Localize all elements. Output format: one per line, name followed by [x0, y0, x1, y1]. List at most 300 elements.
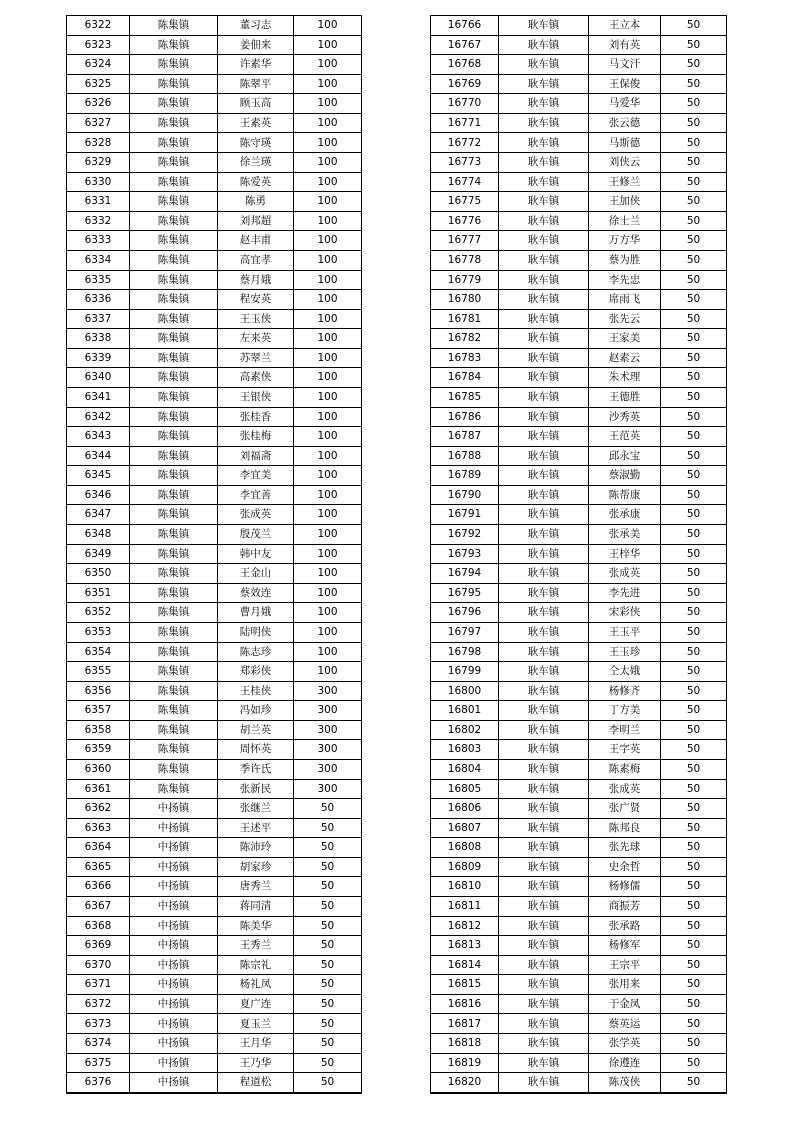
person-name-cell: 王玉珍: [589, 642, 661, 662]
row-number-cell: 6333: [67, 231, 130, 251]
town-name-cell: 耿车镇: [499, 329, 589, 349]
town-name-cell: 陈集镇: [130, 564, 218, 584]
table-row: [67, 133, 362, 153]
table-row: [431, 427, 727, 447]
person-name-cell: 高宜孝: [218, 250, 294, 270]
person-name-cell: 陈翠平: [218, 74, 294, 94]
person-name-cell: 刘侠云: [589, 153, 661, 173]
table-row: [431, 701, 727, 721]
town-name-cell: 耿车镇: [499, 544, 589, 564]
amount-cell: 50: [661, 936, 727, 956]
person-name-cell: 蔡为胜: [589, 250, 661, 270]
table-row: [67, 35, 362, 55]
town-name-cell: 耿车镇: [499, 485, 589, 505]
amount-cell: 100: [294, 94, 362, 114]
row-number-cell: 16789: [431, 466, 499, 486]
person-name-cell: 王范英: [589, 427, 661, 447]
person-name-cell: 张承康: [589, 505, 661, 525]
row-number-cell: 16769: [431, 74, 499, 94]
amount-cell: 50: [661, 290, 727, 310]
row-number-cell: 16770: [431, 94, 499, 114]
row-number-cell: 16779: [431, 270, 499, 290]
person-name-cell: 郑彩侠: [218, 662, 294, 682]
amount-cell: 50: [661, 877, 727, 897]
table-row: [67, 348, 362, 368]
row-number-cell: 16778: [431, 250, 499, 270]
row-number-cell: 6359: [67, 740, 130, 760]
amount-cell: 50: [661, 681, 727, 701]
table-row: [431, 55, 727, 75]
person-name-cell: 王修兰: [589, 172, 661, 192]
amount-cell: 100: [294, 329, 362, 349]
person-name-cell: 张成英: [218, 505, 294, 525]
person-name-cell: 王加侠: [589, 192, 661, 212]
amount-cell: 50: [294, 916, 362, 936]
amount-cell: 50: [294, 1014, 362, 1034]
row-number-cell: 6353: [67, 622, 130, 642]
table-row: [431, 133, 727, 153]
town-name-cell: 陈集镇: [130, 466, 218, 486]
person-name-cell: 殷茂兰: [218, 525, 294, 545]
table-row: [431, 270, 727, 290]
table-row: [431, 564, 727, 584]
row-number-cell: 6329: [67, 153, 130, 173]
table-row: [67, 759, 362, 779]
town-name-cell: 耿车镇: [499, 407, 589, 427]
amount-cell: 50: [661, 759, 727, 779]
person-name-cell: 蔡效连: [218, 583, 294, 603]
table-row: [67, 701, 362, 721]
table-row: [431, 290, 727, 310]
row-number-cell: 6328: [67, 133, 130, 153]
person-name-cell: 刘邦超: [218, 211, 294, 231]
table-row: [431, 916, 727, 936]
person-name-cell: 曹月娥: [218, 603, 294, 623]
town-name-cell: 耿车镇: [499, 1034, 589, 1054]
town-name-cell: 陈集镇: [130, 701, 218, 721]
table-row: [67, 466, 362, 486]
amount-cell: 50: [294, 994, 362, 1014]
town-name-cell: 耿车镇: [499, 211, 589, 231]
table-row: [431, 1053, 727, 1073]
amount-cell: 300: [294, 779, 362, 799]
amount-cell: 50: [661, 779, 727, 799]
amount-cell: 50: [661, 740, 727, 760]
person-name-cell: 万方华: [589, 231, 661, 251]
person-name-cell: 高素侠: [218, 368, 294, 388]
person-name-cell: 张继兰: [218, 799, 294, 819]
table-row: [67, 172, 362, 192]
table-row: [67, 153, 362, 173]
person-name-cell: 张桂香: [218, 407, 294, 427]
amount-cell: 50: [661, 662, 727, 682]
row-number-cell: 16790: [431, 485, 499, 505]
row-number-cell: 6322: [67, 16, 130, 36]
town-name-cell: 中扬镇: [130, 955, 218, 975]
table-row: [67, 1014, 362, 1034]
town-name-cell: 耿车镇: [499, 955, 589, 975]
town-name-cell: 耿车镇: [499, 838, 589, 858]
person-name-cell: 赵丰甫: [218, 231, 294, 251]
amount-cell: 100: [294, 55, 362, 75]
person-name-cell: 王玉平: [589, 622, 661, 642]
amount-cell: 50: [661, 838, 727, 858]
town-name-cell: 陈集镇: [130, 407, 218, 427]
amount-cell: 300: [294, 740, 362, 760]
town-name-cell: 耿车镇: [499, 133, 589, 153]
amount-cell: 50: [661, 544, 727, 564]
town-name-cell: 陈集镇: [130, 329, 218, 349]
row-number-cell: 6345: [67, 466, 130, 486]
person-name-cell: 张成英: [589, 564, 661, 584]
town-name-cell: 陈集镇: [130, 642, 218, 662]
row-number-cell: 6371: [67, 975, 130, 995]
row-number-cell: 16816: [431, 994, 499, 1014]
town-name-cell: 中扬镇: [130, 818, 218, 838]
row-number-cell: 6361: [67, 779, 130, 799]
table-row: [67, 681, 362, 701]
town-name-cell: 陈集镇: [130, 250, 218, 270]
person-name-cell: 张用来: [589, 975, 661, 995]
row-number-cell: 16775: [431, 192, 499, 212]
town-name-cell: 耿车镇: [499, 857, 589, 877]
person-name-cell: 刘有英: [589, 35, 661, 55]
table-row: [67, 720, 362, 740]
table-row: [67, 857, 362, 877]
person-name-cell: 史余哲: [589, 857, 661, 877]
row-number-cell: 16792: [431, 525, 499, 545]
amount-cell: 50: [294, 1053, 362, 1073]
table-row: [431, 368, 727, 388]
amount-cell: 50: [661, 564, 727, 584]
person-name-cell: 陈美华: [218, 916, 294, 936]
table-row: [67, 603, 362, 623]
amount-cell: 50: [661, 897, 727, 917]
amount-cell: 50: [661, 466, 727, 486]
table-row: [67, 446, 362, 466]
row-number-cell: 16800: [431, 681, 499, 701]
town-name-cell: 耿车镇: [499, 564, 589, 584]
row-number-cell: 6349: [67, 544, 130, 564]
town-name-cell: 耿车镇: [499, 309, 589, 329]
person-name-cell: 左来英: [218, 329, 294, 349]
amount-cell: 100: [294, 564, 362, 584]
row-number-cell: 6335: [67, 270, 130, 290]
person-name-cell: 夏玉兰: [218, 1014, 294, 1034]
row-number-cell: 6331: [67, 192, 130, 212]
roster-table-left-body: [67, 16, 362, 1093]
person-name-cell: 张先云: [589, 309, 661, 329]
row-number-cell: 16766: [431, 16, 499, 36]
amount-cell: 300: [294, 720, 362, 740]
person-name-cell: 姜佃来: [218, 35, 294, 55]
person-name-cell: 陈爱英: [218, 172, 294, 192]
row-number-cell: 16795: [431, 583, 499, 603]
row-number-cell: 6352: [67, 603, 130, 623]
table-row: [431, 16, 727, 36]
town-name-cell: 陈集镇: [130, 505, 218, 525]
table-row: [431, 779, 727, 799]
town-name-cell: 陈集镇: [130, 113, 218, 133]
amount-cell: 100: [294, 622, 362, 642]
row-number-cell: 16815: [431, 975, 499, 995]
table-row: [67, 231, 362, 251]
town-name-cell: 陈集镇: [130, 309, 218, 329]
town-name-cell: 陈集镇: [130, 544, 218, 564]
person-name-cell: 王宗平: [589, 955, 661, 975]
town-name-cell: 耿车镇: [499, 446, 589, 466]
row-number-cell: 16806: [431, 799, 499, 819]
amount-cell: 50: [661, 955, 727, 975]
row-number-cell: 16773: [431, 153, 499, 173]
row-number-cell: 6369: [67, 936, 130, 956]
table-row: [67, 1053, 362, 1073]
amount-cell: 50: [661, 113, 727, 133]
amount-cell: 50: [661, 818, 727, 838]
amount-cell: 100: [294, 153, 362, 173]
person-name-cell: 李宜善: [218, 485, 294, 505]
amount-cell: 100: [294, 603, 362, 623]
town-name-cell: 耿车镇: [499, 387, 589, 407]
table-row: [431, 936, 727, 956]
amount-cell: 50: [661, 994, 727, 1014]
person-name-cell: 杨修齐: [589, 681, 661, 701]
town-name-cell: 陈集镇: [130, 525, 218, 545]
row-number-cell: 16774: [431, 172, 499, 192]
table-row: [67, 740, 362, 760]
town-name-cell: 耿车镇: [499, 55, 589, 75]
person-name-cell: 程道松: [218, 1073, 294, 1093]
row-number-cell: 16807: [431, 818, 499, 838]
table-row: [67, 55, 362, 75]
amount-cell: 50: [294, 818, 362, 838]
row-number-cell: 6343: [67, 427, 130, 447]
amount-cell: 50: [661, 133, 727, 153]
town-name-cell: 陈集镇: [130, 368, 218, 388]
person-name-cell: 陈茂侠: [589, 1073, 661, 1093]
person-name-cell: 蔡英运: [589, 1014, 661, 1034]
table-row: [431, 153, 727, 173]
amount-cell: 100: [294, 387, 362, 407]
row-number-cell: 6367: [67, 897, 130, 917]
table-row: [431, 466, 727, 486]
town-name-cell: 耿车镇: [499, 1014, 589, 1034]
person-name-cell: 王述平: [218, 818, 294, 838]
town-name-cell: 陈集镇: [130, 603, 218, 623]
table-row: [431, 231, 727, 251]
person-name-cell: 邱永宝: [589, 446, 661, 466]
row-number-cell: 6351: [67, 583, 130, 603]
table-row: [67, 309, 362, 329]
amount-cell: 50: [294, 838, 362, 858]
town-name-cell: 陈集镇: [130, 720, 218, 740]
person-name-cell: 王素英: [218, 113, 294, 133]
table-row: [67, 250, 362, 270]
town-name-cell: 中扬镇: [130, 877, 218, 897]
town-name-cell: 耿车镇: [499, 35, 589, 55]
row-number-cell: 16785: [431, 387, 499, 407]
amount-cell: 100: [294, 642, 362, 662]
amount-cell: 100: [294, 270, 362, 290]
table-row: [431, 329, 727, 349]
amount-cell: 50: [661, 720, 727, 740]
amount-cell: 50: [661, 16, 727, 36]
person-name-cell: 韩中友: [218, 544, 294, 564]
town-name-cell: 陈集镇: [130, 153, 218, 173]
amount-cell: 50: [661, 172, 727, 192]
table-row: [67, 94, 362, 114]
table-row: [67, 897, 362, 917]
amount-cell: 50: [661, 583, 727, 603]
table-row: [431, 662, 727, 682]
table-row: [431, 74, 727, 94]
amount-cell: 100: [294, 231, 362, 251]
person-name-cell: 李明兰: [589, 720, 661, 740]
town-name-cell: 耿车镇: [499, 994, 589, 1014]
row-number-cell: 6325: [67, 74, 130, 94]
amount-cell: 50: [661, 348, 727, 368]
town-name-cell: 陈集镇: [130, 192, 218, 212]
town-name-cell: 陈集镇: [130, 348, 218, 368]
person-name-cell: 蒋同清: [218, 897, 294, 917]
table-row: [431, 407, 727, 427]
table-row: [431, 720, 727, 740]
town-name-cell: 耿车镇: [499, 877, 589, 897]
person-name-cell: 许素华: [218, 55, 294, 75]
table-row: [67, 427, 362, 447]
table-row: [431, 799, 727, 819]
table-row: [431, 1034, 727, 1054]
row-number-cell: 6358: [67, 720, 130, 740]
table-row: [67, 1073, 362, 1093]
row-number-cell: 6357: [67, 701, 130, 721]
table-row: [431, 446, 727, 466]
row-number-cell: 16808: [431, 838, 499, 858]
town-name-cell: 陈集镇: [130, 740, 218, 760]
person-name-cell: 宋彩侠: [589, 603, 661, 623]
person-name-cell: 胡家珍: [218, 857, 294, 877]
amount-cell: 50: [661, 525, 727, 545]
table-row: [67, 877, 362, 897]
town-name-cell: 中扬镇: [130, 936, 218, 956]
row-number-cell: 6350: [67, 564, 130, 584]
town-name-cell: 耿车镇: [499, 505, 589, 525]
person-name-cell: 王保俊: [589, 74, 661, 94]
row-number-cell: 16772: [431, 133, 499, 153]
town-name-cell: 耿车镇: [499, 622, 589, 642]
table-row: [67, 525, 362, 545]
table-row: [67, 16, 362, 36]
town-name-cell: 耿车镇: [499, 231, 589, 251]
person-name-cell: 周怀英: [218, 740, 294, 760]
row-number-cell: 16819: [431, 1053, 499, 1073]
row-number-cell: 6326: [67, 94, 130, 114]
row-number-cell: 6370: [67, 955, 130, 975]
amount-cell: 50: [294, 1073, 362, 1093]
town-name-cell: 陈集镇: [130, 133, 218, 153]
amount-cell: 50: [661, 799, 727, 819]
amount-cell: 50: [294, 799, 362, 819]
town-name-cell: 耿车镇: [499, 153, 589, 173]
row-number-cell: 16805: [431, 779, 499, 799]
town-name-cell: 耿车镇: [499, 720, 589, 740]
row-number-cell: 6348: [67, 525, 130, 545]
person-name-cell: 徐兰瑛: [218, 153, 294, 173]
amount-cell: 100: [294, 290, 362, 310]
row-number-cell: 6373: [67, 1014, 130, 1034]
row-number-cell: 16783: [431, 348, 499, 368]
amount-cell: 50: [661, 427, 727, 447]
table-row: [67, 368, 362, 388]
person-name-cell: 商振芳: [589, 897, 661, 917]
amount-cell: 50: [661, 1053, 727, 1073]
town-name-cell: 耿车镇: [499, 975, 589, 995]
person-name-cell: 王乃华: [218, 1053, 294, 1073]
amount-cell: 100: [294, 368, 362, 388]
row-number-cell: 16796: [431, 603, 499, 623]
table-row: [431, 192, 727, 212]
person-name-cell: 王字英: [589, 740, 661, 760]
amount-cell: 50: [661, 35, 727, 55]
amount-cell: 100: [294, 192, 362, 212]
town-name-cell: 陈集镇: [130, 290, 218, 310]
amount-cell: 100: [294, 113, 362, 133]
table-row: [67, 622, 362, 642]
table-row: [67, 270, 362, 290]
table-row: [431, 387, 727, 407]
amount-cell: 100: [294, 485, 362, 505]
row-number-cell: 16777: [431, 231, 499, 251]
person-name-cell: 王银侠: [218, 387, 294, 407]
amount-cell: 50: [661, 701, 727, 721]
town-name-cell: 陈集镇: [130, 94, 218, 114]
town-name-cell: 陈集镇: [130, 779, 218, 799]
town-name-cell: 陈集镇: [130, 446, 218, 466]
amount-cell: 300: [294, 681, 362, 701]
table-row: [67, 74, 362, 94]
amount-cell: 100: [294, 583, 362, 603]
table-row: [431, 250, 727, 270]
amount-cell: 50: [661, 250, 727, 270]
table-row: [431, 94, 727, 114]
amount-cell: 100: [294, 427, 362, 447]
person-name-cell: 张学英: [589, 1034, 661, 1054]
table-row: [67, 1034, 362, 1054]
town-name-cell: 陈集镇: [130, 35, 218, 55]
table-row: [431, 838, 727, 858]
roster-table-right: [430, 15, 727, 1094]
row-number-cell: 16818: [431, 1034, 499, 1054]
person-name-cell: 杨修军: [589, 936, 661, 956]
row-number-cell: 16809: [431, 857, 499, 877]
table-row: [67, 387, 362, 407]
row-number-cell: 16786: [431, 407, 499, 427]
row-number-cell: 6366: [67, 877, 130, 897]
row-number-cell: 6363: [67, 818, 130, 838]
table-row: [431, 505, 727, 525]
person-name-cell: 胡兰英: [218, 720, 294, 740]
town-name-cell: 耿车镇: [499, 525, 589, 545]
town-name-cell: 耿车镇: [499, 740, 589, 760]
person-name-cell: 席雨飞: [589, 290, 661, 310]
table-row: [431, 897, 727, 917]
person-name-cell: 王德胜: [589, 387, 661, 407]
town-name-cell: 陈集镇: [130, 231, 218, 251]
row-number-cell: 6368: [67, 916, 130, 936]
town-name-cell: 耿车镇: [499, 583, 589, 603]
table-row: [67, 799, 362, 819]
table-row: [431, 525, 727, 545]
